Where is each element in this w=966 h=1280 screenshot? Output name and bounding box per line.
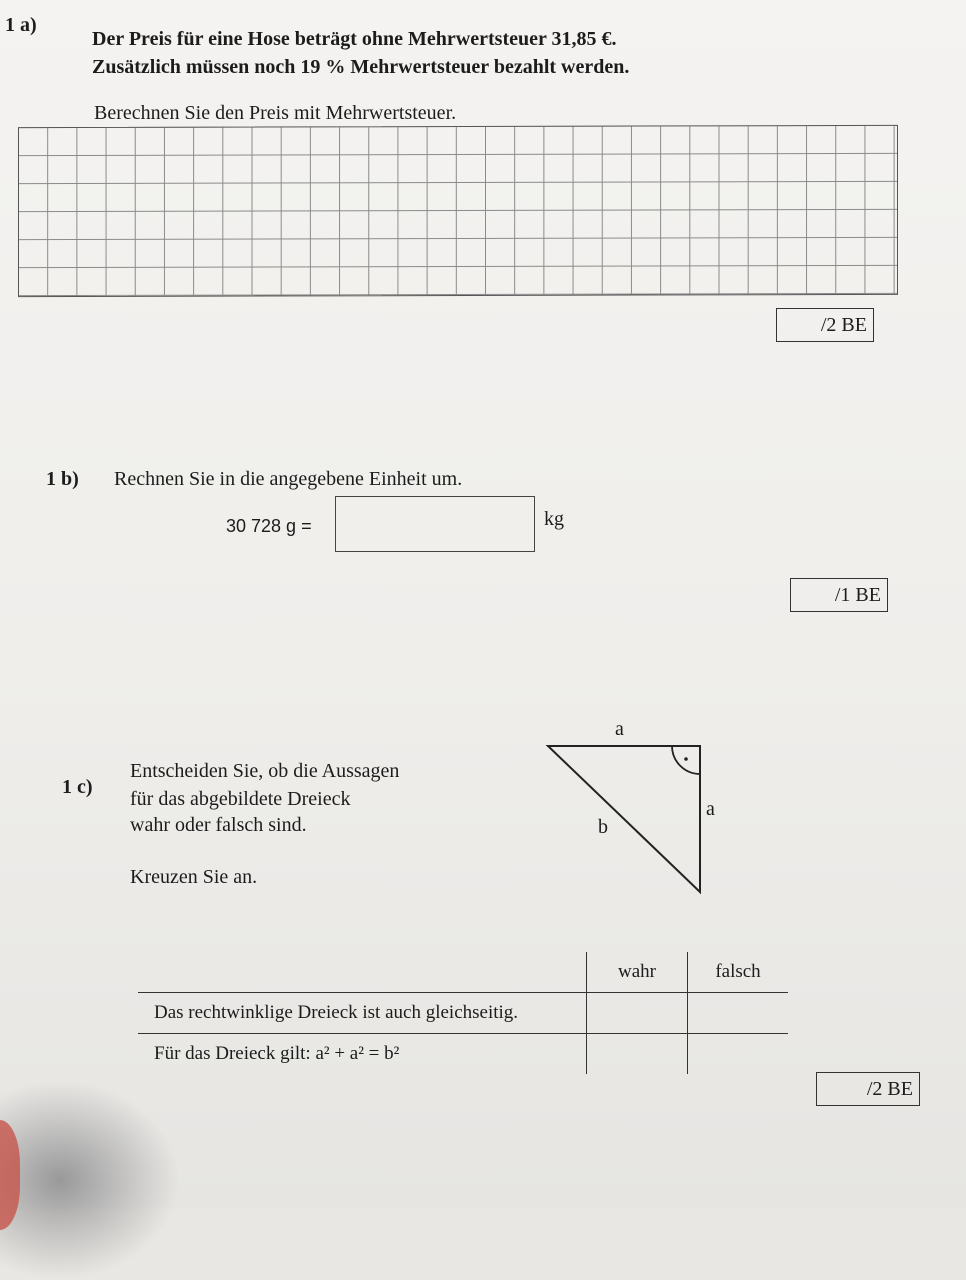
right-angle-dot — [684, 757, 688, 761]
task-1a-number: 1 a) — [5, 14, 37, 36]
triangle-shape — [548, 746, 700, 892]
statement-1-wahr-cell[interactable] — [587, 993, 688, 1034]
statements-table — [138, 952, 788, 1074]
triangle-label-hypotenuse: b — [598, 816, 608, 838]
task-1b-instruction: Rechnen Sie in die angegebene Einheit um. — [114, 468, 463, 490]
task-1b-number: 1 b) — [46, 468, 79, 490]
statement-2: Für das Dreieck gilt: a² + a² = b² — [154, 1043, 400, 1064]
task-1b-points: /1 BE — [834, 583, 881, 606]
statement-2-falsch-cell[interactable] — [688, 1034, 789, 1075]
triangle-label-right: a — [706, 798, 715, 820]
task-1a-points: /2 BE — [820, 313, 867, 336]
task-1a-line2: Zusätzlich müssen noch 19 % Mehrwertsteuer bezahlt werden. — [92, 56, 630, 78]
task-1c-line1: Entscheiden Sie, ob die Aussagen — [130, 760, 400, 782]
task-1a-line1: Der Preis für eine Hose beträgt ohne Mehrwertsteuer 31,85 €. — [92, 28, 617, 50]
header-wahr: wahr — [587, 952, 688, 993]
task-1c-number: 1 c) — [62, 776, 93, 798]
task-1a-instruction: Berechnen Sie den Preis mit Mehrwertsteuer. — [94, 102, 457, 124]
task-1c-instruction: Kreuzen Sie an. — [130, 866, 258, 888]
conversion-expression: 30 728 g = — [226, 516, 312, 536]
unit-label: kg — [544, 508, 564, 530]
table-row — [138, 1034, 788, 1075]
header-falsch: falsch — [688, 952, 789, 993]
statement-1: Das rechtwinklige Dreieck ist auch gleichseitig. — [138, 993, 587, 1034]
table-row — [138, 993, 788, 1034]
task-1c-line3: wahr oder falsch sind. — [130, 814, 307, 836]
task-1c-points: /2 BE — [866, 1077, 913, 1100]
task-1c-points-box — [816, 1072, 920, 1106]
statement-1-falsch-cell[interactable] — [688, 993, 789, 1034]
triangle-label-top: a — [615, 718, 624, 740]
table-header-row — [138, 952, 788, 993]
task-1c-line2: für das abgebildete Dreieck — [130, 788, 351, 810]
statement-2-wahr-cell[interactable] — [587, 1034, 688, 1075]
